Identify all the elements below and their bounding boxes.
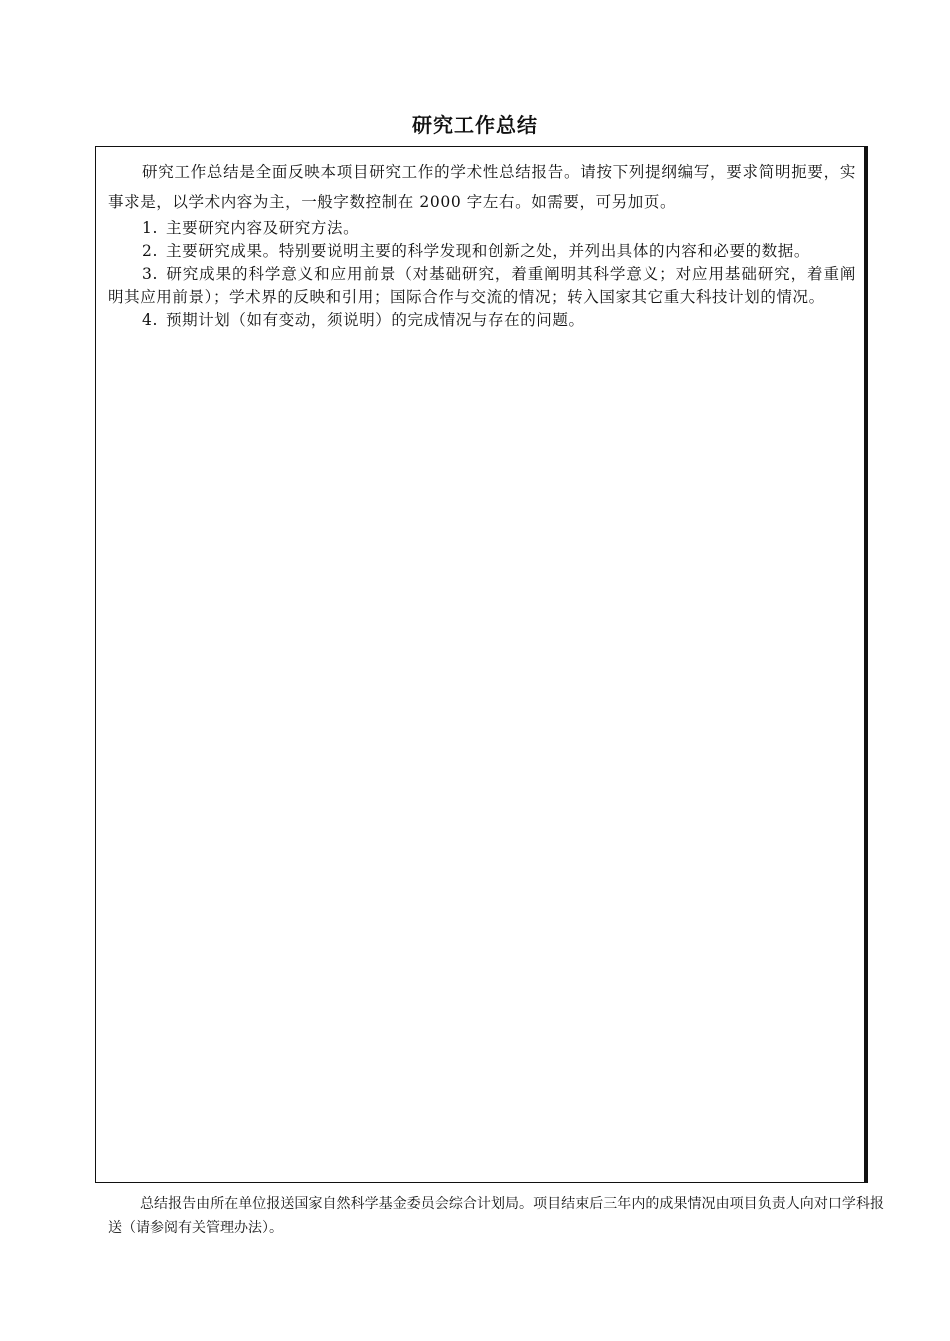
instructions — [108, 157, 856, 332]
instruction-item-text: 主要研究成果。特别要说明主要的科学发现和创新之处，并列出具体的内容和必要的数据。 — [166, 242, 811, 260]
instruction-item-3 — [108, 263, 856, 309]
instruction-item-4 — [108, 309, 856, 332]
instructions-intro: 研究工作总结是全面反映本项目研究工作的学术性总结报告。请按下列提纲编写，要求简明扼要，实事求是，以学术内容为主，一般字数控制在 2000 字左右。如需要，可另加页。 — [108, 163, 856, 211]
instruction-item-1 — [108, 217, 856, 240]
page-title: 研究工作总结 — [412, 113, 538, 137]
footer-note: 总结报告由所在单位报送国家自然科学基金委员会综合计划局。项目结束后三年内的成果情况由项目负责人向对口学科报送（请参阅有关管理办法）。 — [108, 1196, 884, 1236]
instruction-item-number: 4. — [142, 311, 158, 329]
instruction-item-number: 1. — [142, 219, 158, 237]
instruction-item-2 — [108, 240, 856, 263]
instruction-item-text: 预期计划（如有变动，须说明）的完成情况与存在的问题。 — [166, 311, 585, 329]
instruction-item-text: 研究成果的科学意义和应用前景（对基础研究，着重阐明其科学意义；对应用基础研究，着重阐明其应用前景）；学术界的反映和引用；国际合作与交流的情况；转入国家其它重大科技计划的情况。 — [108, 265, 856, 306]
instruction-item-number: 3. — [142, 265, 158, 283]
instruction-item-number: 2. — [142, 242, 158, 260]
instruction-item-text: 主要研究内容及研究方法。 — [166, 219, 360, 237]
summary-form-box[interactable] — [95, 146, 868, 1183]
